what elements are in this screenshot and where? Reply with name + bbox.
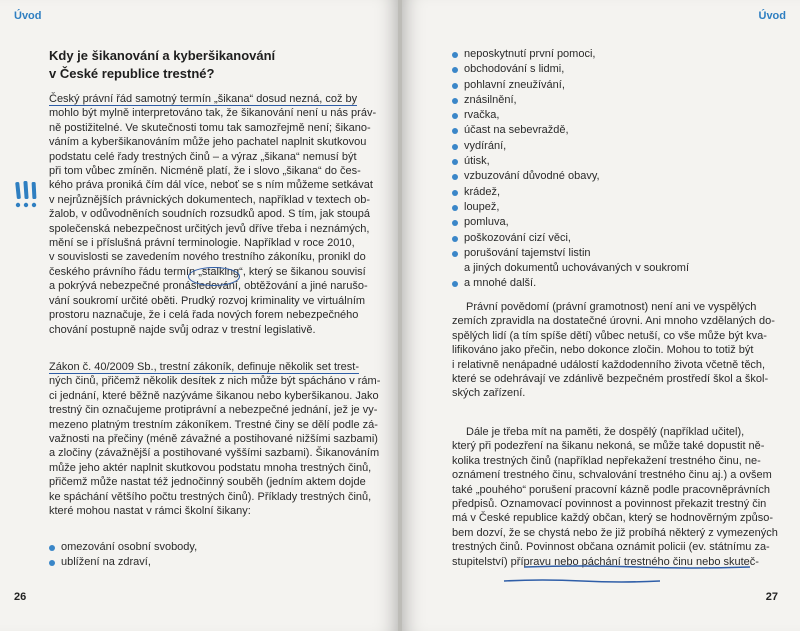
- text-line: při tom vůbec zmíněn. Nicméně platí, že i slovo „šikana“ do čes-: [49, 165, 361, 178]
- list-item: krádež,: [452, 185, 772, 200]
- text-line: i relativně nenápadné událostí každodenního života včetně těch,: [452, 358, 766, 371]
- bullet-dot-icon: [452, 67, 458, 73]
- bullet-dot-icon: [49, 545, 55, 551]
- text-line: v souvislosti se zavedením nového trestního zákoníku, pronikl do: [49, 251, 366, 264]
- list-item: rvačka,: [452, 108, 772, 123]
- bullet-dot-icon: [452, 174, 458, 180]
- list-item: a mnohé další.: [452, 276, 772, 291]
- text-line: který při podezření na šikanu nekoná, se může také dopustit ně-: [452, 440, 765, 453]
- text-line: [49, 360, 369, 374]
- left-page: [0, 0, 398, 631]
- bullet-dot-icon: [452, 251, 458, 257]
- list-item: neposkytnutí první pomoci,: [452, 47, 772, 62]
- text-line: váním a kyberšikanováním může jeho pachatel naplnit skutkovou: [49, 136, 367, 149]
- pen-underline: Zákon č. 40/2009 Sb., trestní zákoník, definuje několik set trest-: [49, 361, 359, 373]
- bullet-list: [49, 540, 369, 571]
- list-item: útisk,: [452, 154, 772, 169]
- bullet-dot-icon: [49, 560, 55, 566]
- bullet-list: [452, 47, 772, 292]
- text-line: [49, 92, 369, 106]
- pen-underline-mark: [502, 578, 662, 584]
- text-line: zemích zpravidla na dostatečné úrovni. Ani mnoho vzdělaných do-: [452, 315, 775, 328]
- text-line: může jeho aktér naplnit skutkovou podstatu mnoha trestných činů,: [49, 461, 372, 474]
- text-line: mezeno platným trestním zákoníkem. Trestné činy se dělí podle zá-: [49, 418, 378, 431]
- text-line: trestný čin označujeme protiprávní a nebezpečné jednání, jež je vy-: [49, 404, 378, 417]
- text-line: které mohou nastat v rámci školní šikany:: [49, 505, 251, 518]
- list-item: znásilnění,: [452, 93, 772, 108]
- text-line: Dále je třeba mít na paměti, že dospělý (například učitel),: [466, 426, 745, 438]
- bullet-dot-icon: [452, 98, 458, 104]
- list-item: poškozování cizí věci,: [452, 231, 772, 246]
- paragraph-1: [49, 92, 377, 337]
- text-line: stupitelství) přípravu nebo páchání trestného činu nebo skuteč-: [452, 555, 759, 568]
- heading-line: Kdy je šikanování a kyberšikanování: [49, 48, 276, 63]
- text-line: má v České republice každý občan, který se hodnověrným způso-: [452, 512, 773, 525]
- list-item: vydírání,: [452, 139, 772, 154]
- section-heading: [49, 47, 369, 83]
- list-item: pomluva,: [452, 215, 772, 230]
- text-line: českého právního řádu termín „stalking“, který se šikanou souvisí: [49, 265, 366, 278]
- paragraph-2: [452, 425, 778, 569]
- text-line: prostoru naznačuje, že i celá řada nových forem nebezpečného: [49, 309, 359, 322]
- bullet-dot-icon: [452, 113, 458, 119]
- text-line: trestných činů. Povinnost občana oznámit policii (ev. státnímu za-: [452, 541, 770, 554]
- bullet-dot-icon: [452, 205, 458, 211]
- text-line: ci jednání, které běžně nazýváme šikanou nebo kyberšikanou. Jako: [49, 389, 379, 402]
- exclamation-marks-icon: [14, 180, 40, 210]
- bullet-dot-icon: [452, 52, 458, 58]
- running-header: Úvod: [14, 10, 42, 22]
- text-line: ke spáchání většího počtu trestných činů). Příklady trestných činů,: [49, 490, 372, 503]
- heading-line: v České republice trestné?: [49, 66, 215, 81]
- text-line: vání soukromí určité oběti. Prudký rozvoj kriminality ve virtuálním: [49, 294, 366, 307]
- text-line: ně postižitelné. Ve skutečnosti tomu tak samozřejmě není; šikano-: [49, 121, 371, 134]
- bullet-dot-icon: [452, 281, 458, 287]
- text-line: a pokrývá nebezpečné pronásledování, obtěžování a jiné narušo-: [49, 280, 368, 293]
- paragraph-2: [49, 360, 381, 518]
- text-line: a zločiny (závažnější a postihované vyššími sazbami). Šikanováním: [49, 447, 380, 460]
- text-line: mění se i příslušná právní terminologie. Například v roce 2010,: [49, 237, 355, 250]
- list-item: pohlavní zneužívání,: [452, 78, 772, 93]
- list-item: účast na sebevraždě,: [452, 123, 772, 138]
- text-line: lifikováno jako přečin, nebo dokonce zločin. Mohou to totiž být: [452, 344, 754, 357]
- text-line: podstatu celé řady trestných činů – a výraz „šikana“ nemusí být: [49, 150, 357, 163]
- text-line: oznámení trestného činu, schvalování trestného činu aj.) a ovšem: [452, 469, 772, 482]
- list-item: porušování tajemství listin: [452, 246, 772, 261]
- pen-underline: Český právní řád samotný termín „šikana“ dosud nezná, což by: [49, 93, 358, 105]
- text-line: važnosti na přečiny (méně závažné a postihované nižšími sazbami): [49, 433, 378, 446]
- bullet-dot-icon: [452, 128, 458, 134]
- text-line: kolika trestných činů (například nepřekažení trestného činu, ne-: [452, 454, 761, 467]
- text-line: chování postupně najde svůj odraz v trestní legislativě.: [49, 323, 316, 336]
- paragraph-1: [452, 300, 775, 401]
- text-line: spělých lidí (a tím spíše dětí) vůbec netuší, co vše může být kva-: [452, 329, 767, 342]
- text-line: společenská nebezpečnost určitých jevů dříve třeba i neznámých,: [49, 222, 370, 235]
- text-line: přičemž může nastat též jednočinný souběh (jedním aktem dojde: [49, 476, 366, 489]
- list-item: ublížení na zdraví,: [49, 555, 369, 570]
- bullet-dot-icon: [452, 220, 458, 226]
- pen-circle-mark: [188, 267, 240, 286]
- text-line: také „pouhého“ porušení pracovní kázně podle pracovněprávních: [452, 483, 770, 496]
- text-line: kého práva proniká čím dál více, neboť se s ním můžeme setkávat: [49, 179, 373, 192]
- page-number: 27: [765, 591, 778, 603]
- bullet-dot-icon: [452, 83, 458, 89]
- list-item: omezování osobní svobody,: [49, 540, 369, 555]
- text-line: Právní povědomí (právní gramotnost) není ani ve vyspělých: [466, 301, 757, 313]
- text-line: předpisů. Oznamovací povinnost a povinnost překazit trestný čin: [452, 498, 767, 511]
- text-line: které se odehrávají ve zdánlivě bezpečném prostředí škol a škol-: [452, 373, 769, 386]
- pen-underline-mark: [522, 564, 752, 570]
- bullet-dot-icon: [452, 159, 458, 165]
- page-number: 26: [14, 591, 27, 603]
- list-item: loupež,: [452, 200, 772, 215]
- list-item: vzbuzování důvodné obavy,: [452, 169, 772, 184]
- text-line: mohlo být mylně interpretováno tak, že šikanování není u nás práv-: [49, 107, 377, 120]
- list-item: obchodování s lidmi,: [452, 62, 772, 77]
- bullet-dot-icon: [452, 190, 458, 196]
- bullet-dot-icon: [452, 236, 458, 242]
- text-line: bem dozví, že se chystá nebo že již probíhá některý z vymezených: [452, 526, 778, 539]
- text-line: ských zařízení.: [452, 387, 526, 400]
- bullet-dot-icon: [452, 144, 458, 150]
- running-header: Úvod: [758, 10, 786, 22]
- right-page: [402, 0, 800, 631]
- text-line: žalob, v odůvodněních soudních rozsudků apod. S tím, jak stoupá: [49, 208, 371, 221]
- text-line: ných činů, přičemž několik desítek z nich může být spácháno v rám-: [49, 375, 381, 388]
- list-item: a jiných dokumentů uchovávaných v soukromí: [464, 262, 690, 275]
- text-line: v nejrůznějších právnických dokumentech, například v textech ob-: [49, 193, 370, 206]
